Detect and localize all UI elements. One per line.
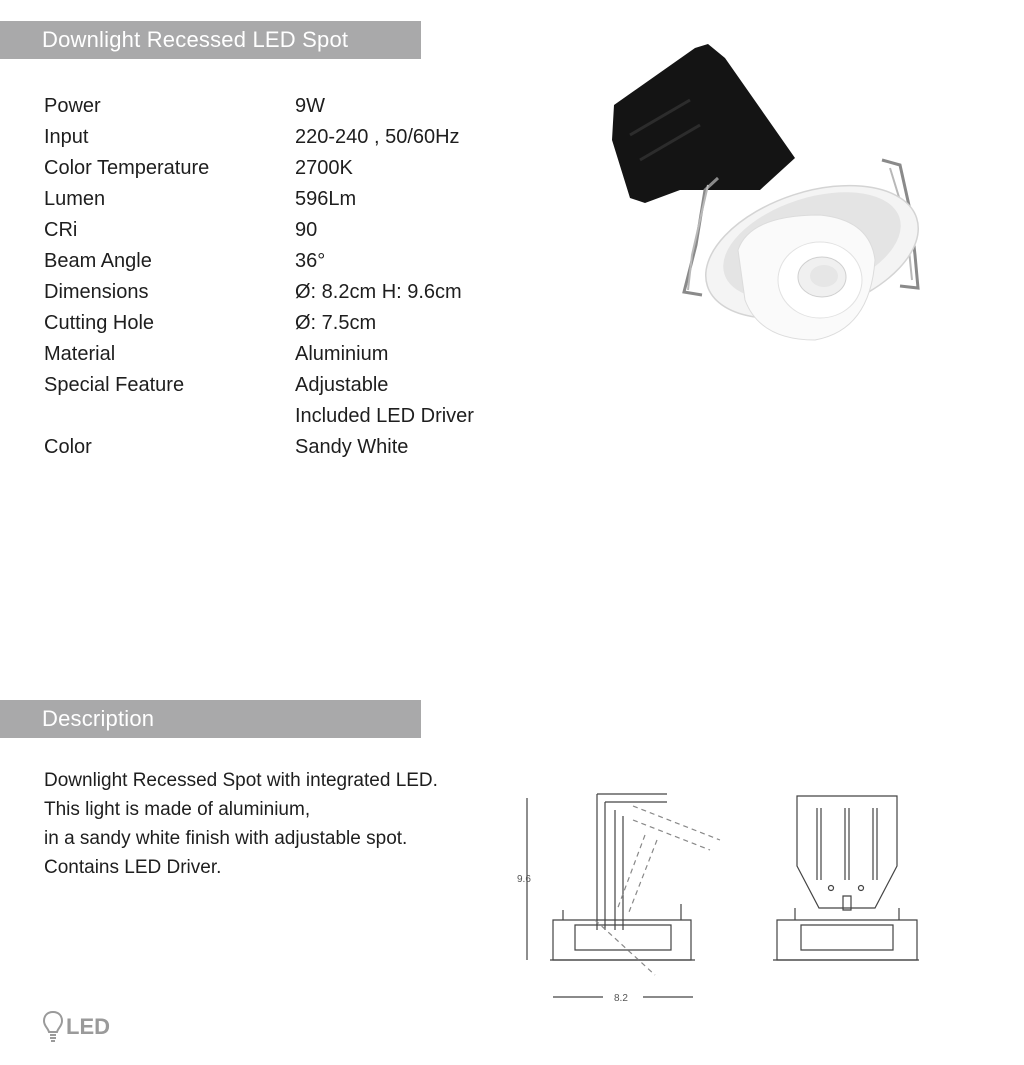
bulb-icon <box>42 1010 64 1044</box>
spec-value: Adjustable <box>295 374 389 396</box>
description-text <box>44 766 438 882</box>
spec-label: CRi <box>44 219 78 241</box>
technical-drawing <box>505 780 925 1020</box>
spec-value: Sandy White <box>295 436 409 458</box>
spec-label: Input <box>44 126 89 148</box>
led-logo-text: LED <box>66 1014 110 1039</box>
product-photo <box>600 40 940 350</box>
spec-label: Dimensions <box>44 281 149 303</box>
width-dimension-label: 8.2 <box>614 993 628 1004</box>
product-title: Downlight Recessed LED Spot <box>42 27 349 52</box>
description-title-bar <box>0 700 421 738</box>
led-logo <box>42 1010 110 1044</box>
spec-value: 2700K <box>295 157 353 179</box>
spec-value: Ø: 8.2cm H: 9.6cm <box>295 281 462 303</box>
product-title-bar <box>0 21 421 59</box>
spec-value: 36° <box>295 250 326 272</box>
spec-label: Cutting Hole <box>44 312 155 334</box>
spec-value: 596Lm <box>295 188 357 210</box>
spec-label: Beam Angle <box>44 250 152 272</box>
spec-label: Material <box>44 343 116 365</box>
spec-label: Power <box>44 95 101 117</box>
spec-value: Aluminium <box>295 343 389 365</box>
spec-value: 90 <box>295 219 318 241</box>
description-line: Contains LED Driver. <box>44 857 222 878</box>
spec-value: 220-240 , 50/60Hz <box>295 126 460 148</box>
description-title: Description <box>42 706 155 731</box>
description-line: in a sandy white finish with adjustable spot. <box>44 828 408 849</box>
spec-label: Color <box>44 436 92 458</box>
spec-value: 9W <box>295 95 325 117</box>
spec-label: Color Temperature <box>44 157 210 179</box>
spec-value: Included LED Driver <box>295 405 474 427</box>
description-line: This light is made of aluminium, <box>44 799 311 820</box>
spec-label: Special Feature <box>44 374 185 396</box>
spec-label: Lumen <box>44 188 106 210</box>
description-line: Downlight Recessed Spot with integrated LED. <box>44 770 438 791</box>
height-dimension-label: 9.6 <box>517 874 531 885</box>
spec-value: Ø: 7.5cm <box>295 312 377 334</box>
